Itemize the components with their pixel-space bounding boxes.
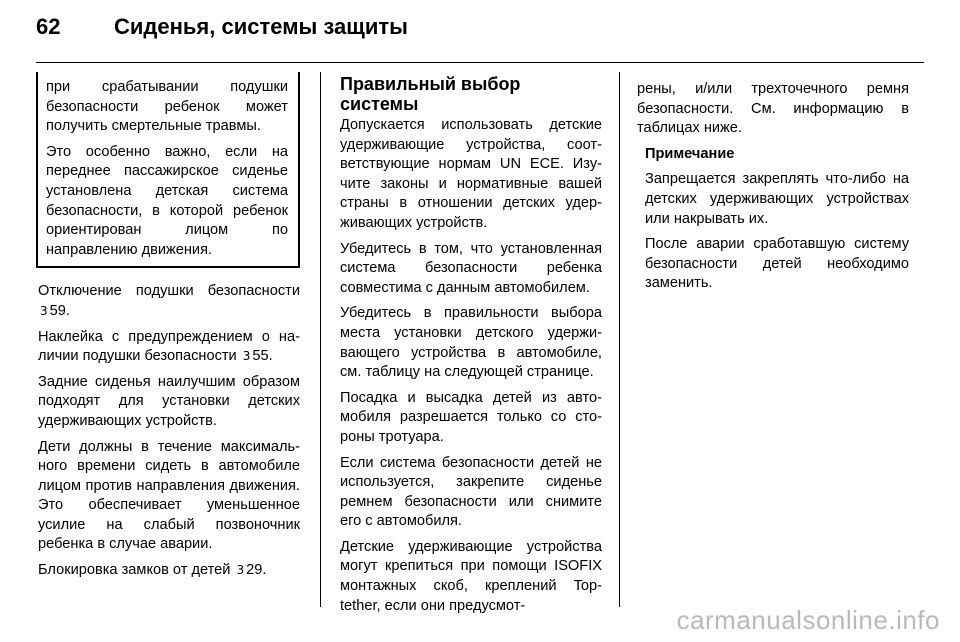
paragraph-airbag-label: Наклейка с предупреждением о наличии подушки безопасности 3 55. (38, 328, 300, 365)
page-ref-link[interactable]: 29. (246, 562, 267, 579)
paragraph: Убедитесь в правильности выбора места установки детского удерживающего устройства в автомобиле, см. таблицу на следующей странице. (340, 305, 602, 381)
paragraph-continuation: рены, и/или трехточечного ремня безопасности. См. информацию в таблицах ниже. (637, 81, 909, 137)
note-title: Примечание (645, 145, 735, 162)
page-ref-icon: 3 (236, 563, 245, 578)
watermark: carmanualsonline.info (676, 605, 940, 635)
column-middle (340, 74, 602, 622)
page-number: 62 (36, 14, 61, 39)
page-ref-icon: 3 (242, 349, 251, 364)
column-right (637, 80, 909, 300)
paragraph-child-locks: Блокировка замков от детей 3 29. (38, 562, 267, 579)
column-left (38, 80, 300, 587)
paragraph: Посадка и высадка детей из автомобиля разрешается только со стороны тротуара. (340, 389, 602, 445)
note-block (637, 145, 909, 294)
warning-text-2: Это особенно важно, если на переднее пассажирское сиденье установлена детская система безопасности, в которой ребенок ориентирован лицом по направлению движения. (46, 143, 288, 258)
page-ref-link[interactable]: 59. (49, 302, 70, 319)
page-header (36, 14, 408, 50)
header-divider (36, 62, 924, 63)
paragraph: Допускается использовать детские удерживающие устройства, соответствующие нормам UN ECE. Изучите законы и нормативные вашей страны в отношении детских удерживающих устройств. (340, 117, 602, 231)
section-title: Правильный выбор системы (340, 74, 521, 114)
warning-text-1: при срабатывании подушки безопасности ребенок может получить смертельные травмы. (46, 79, 288, 135)
paragraph-rear-seats: Задние сиденья наилучшим образом подходят для установки детских удерживающих устройств. (38, 373, 300, 429)
page-ref-icon: 3 (40, 303, 48, 318)
column-divider-left (320, 72, 321, 607)
paragraph: Если система безопасности детей не используется, закрепите сиденье ремнем безопасности или снимите его с автомобиля. (340, 454, 602, 530)
paragraph-rearward-facing: Дети должны в течение максимального времени сидеть в автомобиле лицом против направления движения. Это обеспечивает уменьшенное усилие на слабый позвоночник ребенка в случае аварии. (38, 438, 300, 553)
page-title: Сиденья, системы защиты (114, 14, 408, 39)
paragraph: Убедитесь в том, что установленная система безопасности ребенка совместима с данным автомобилем. (340, 240, 602, 296)
warning-box (36, 72, 300, 268)
column-divider-right (619, 72, 620, 607)
page-ref-link[interactable]: 55. (252, 348, 273, 365)
paragraph: Детские удерживающие устройства могут крепиться при помощи ISOFIX монтажных скоб, креплений Top-tether, если они предусмот- (340, 538, 602, 614)
paragraph-airbag-deactivation: Отключение подушки безопасности 3 59. (38, 283, 300, 319)
note-paragraph: После аварии сработавшую систему безопасности детей необходимо заменить. (645, 236, 909, 292)
note-paragraph: Запрещается закреплять что-либо на детских удерживающих устройствах или накрывать их. (645, 171, 909, 227)
